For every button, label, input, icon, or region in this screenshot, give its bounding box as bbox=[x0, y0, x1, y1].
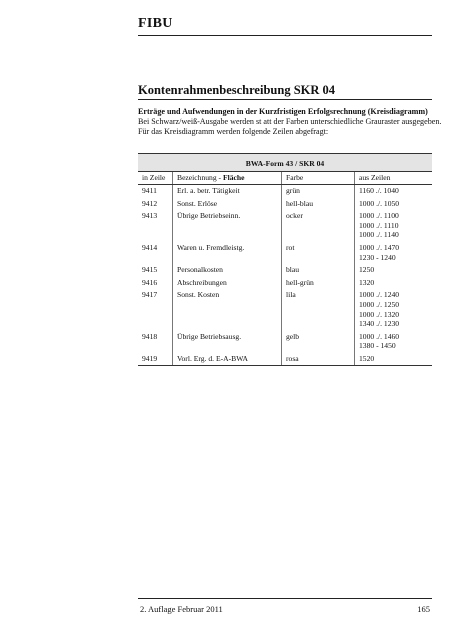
cell-farbe: grün bbox=[282, 184, 355, 197]
column-header-zeilen: aus Zeilen bbox=[355, 172, 433, 185]
column-header-zeile: in Zeile bbox=[138, 172, 173, 185]
column-header-bezeichnung bbox=[173, 172, 282, 185]
intro-line-1: Bei Schwarz/weiß-Ausgabe werden st att der Farben unterschiedliche Grauraster ausgegeben. bbox=[138, 117, 442, 127]
aus-zeilen-entry: 1000 ./. 1240 bbox=[359, 290, 400, 300]
cell-bezeichnung: Abschreibungen bbox=[173, 276, 282, 289]
column-header-bezeichnung-bold: Fläche bbox=[222, 173, 245, 182]
cell-bezeichnung: Personalkosten bbox=[173, 264, 282, 277]
table-row bbox=[138, 289, 432, 330]
aus-zeilen-entry: 1000 ./. 1460 bbox=[359, 331, 400, 341]
footer-edition: 2. Auflage Februar 2011 bbox=[140, 604, 223, 614]
aus-zeilen-entry: 1320 bbox=[359, 277, 375, 287]
cell-bezeichnung: Erl. a. betr. Tätigkeit bbox=[173, 184, 282, 197]
section-divider bbox=[138, 99, 432, 100]
aus-zeilen-entry: 1000 ./. 1050 bbox=[359, 198, 400, 208]
cell-aus-zeilen bbox=[355, 242, 433, 264]
aus-zeilen-entry: 1000 ./. 1100 bbox=[359, 211, 399, 221]
cell-aus-zeilen bbox=[355, 197, 433, 210]
cell-bezeichnung: Waren u. Fremdleistg. bbox=[173, 242, 282, 264]
cell-zeile: 9414 bbox=[142, 243, 158, 253]
column-header-bezeichnung-prefix: Bezeichnung - bbox=[177, 173, 223, 182]
intro-heading: Erträge und Aufwendungen in der Kurzfristigen Erfolgsrechnung (Kreisdiagramm) bbox=[138, 107, 428, 116]
cell-aus-zeilen bbox=[355, 353, 433, 366]
aus-zeilen-entry: 1000 ./. 1110 bbox=[359, 220, 399, 230]
table-row bbox=[138, 210, 432, 242]
cell-aus-zeilen bbox=[355, 184, 433, 197]
cell-farbe: rosa bbox=[282, 353, 355, 366]
table-row bbox=[138, 264, 432, 277]
cell-aus-zeilen bbox=[355, 210, 433, 242]
cell-zeile: 9413 bbox=[142, 211, 158, 221]
intro-line-2: Für das Kreisdiagramm werden folgende Zeilen abgefragt: bbox=[138, 127, 329, 137]
cell-zeile: 9416 bbox=[142, 277, 158, 287]
aus-zeilen-entry: 1520 bbox=[359, 354, 375, 363]
cell-bezeichnung: Übrige Betriebsausg. bbox=[173, 330, 282, 352]
aus-zeilen-entry: 1230 - 1240 bbox=[359, 252, 396, 262]
cell-aus-zeilen bbox=[355, 289, 433, 330]
table-caption: BWA-Form 43 / SKR 04 bbox=[138, 154, 432, 172]
cell-bezeichnung: Übrige Betriebseinn. bbox=[173, 210, 282, 242]
aus-zeilen-entry: 1000 ./. 1140 bbox=[359, 230, 399, 240]
cell-aus-zeilen bbox=[355, 330, 433, 352]
section-title: Kontenrahmenbeschreibung SKR 04 bbox=[138, 83, 336, 97]
table-row bbox=[138, 330, 432, 352]
aus-zeilen-entry: 1250 bbox=[359, 265, 375, 275]
table-body bbox=[138, 184, 432, 366]
cell-farbe: rot bbox=[282, 242, 355, 264]
cell-bezeichnung: Sonst. Erlöse bbox=[173, 197, 282, 210]
cell-zeile: 9412 bbox=[142, 198, 158, 208]
header-title: FIBU bbox=[138, 16, 173, 31]
cell-farbe: ocker bbox=[282, 210, 355, 242]
cell-aus-zeilen bbox=[355, 276, 433, 289]
table-row bbox=[138, 276, 432, 289]
cell-zeile: 9411 bbox=[142, 186, 157, 196]
footer-divider bbox=[138, 598, 432, 599]
cell-zeile: 9418 bbox=[142, 331, 158, 341]
aus-zeilen-entry: 1000 ./. 1250 bbox=[359, 300, 400, 310]
cell-farbe: hell-blau bbox=[282, 197, 355, 210]
aus-zeilen-entry: 1160 ./. 1040 bbox=[359, 186, 399, 196]
aus-zeilen-entry: 1000 ./. 1470 bbox=[359, 243, 400, 253]
cell-bezeichnung: Vorl. Erg. d. E-A-BWA bbox=[173, 353, 282, 366]
table-row bbox=[138, 242, 432, 264]
table-row bbox=[138, 184, 432, 197]
cell-zeile: 9419 bbox=[138, 353, 173, 366]
cell-farbe: hell-grün bbox=[282, 276, 355, 289]
cell-zeile: 9415 bbox=[142, 265, 158, 275]
aus-zeilen-entry: 1340 ./. 1230 bbox=[359, 319, 400, 329]
cell-farbe: blau bbox=[282, 264, 355, 277]
cell-zeile: 9417 bbox=[142, 290, 158, 300]
cell-farbe: gelb bbox=[282, 330, 355, 352]
bwa-table bbox=[138, 153, 432, 366]
cell-bezeichnung: Sonst. Kosten bbox=[173, 289, 282, 330]
footer-page-number: 165 bbox=[417, 604, 430, 614]
table-row bbox=[138, 353, 432, 366]
aus-zeilen-entry: 1000 ./. 1320 bbox=[359, 309, 400, 319]
cell-aus-zeilen bbox=[355, 264, 433, 277]
column-header-farbe: Farbe bbox=[282, 172, 355, 185]
table-row bbox=[138, 197, 432, 210]
table-header-row bbox=[138, 172, 432, 185]
cell-farbe: lila bbox=[282, 289, 355, 330]
intro-text bbox=[138, 107, 442, 138]
aus-zeilen-entry: 1380 - 1450 bbox=[359, 341, 396, 351]
header-divider bbox=[138, 35, 432, 36]
